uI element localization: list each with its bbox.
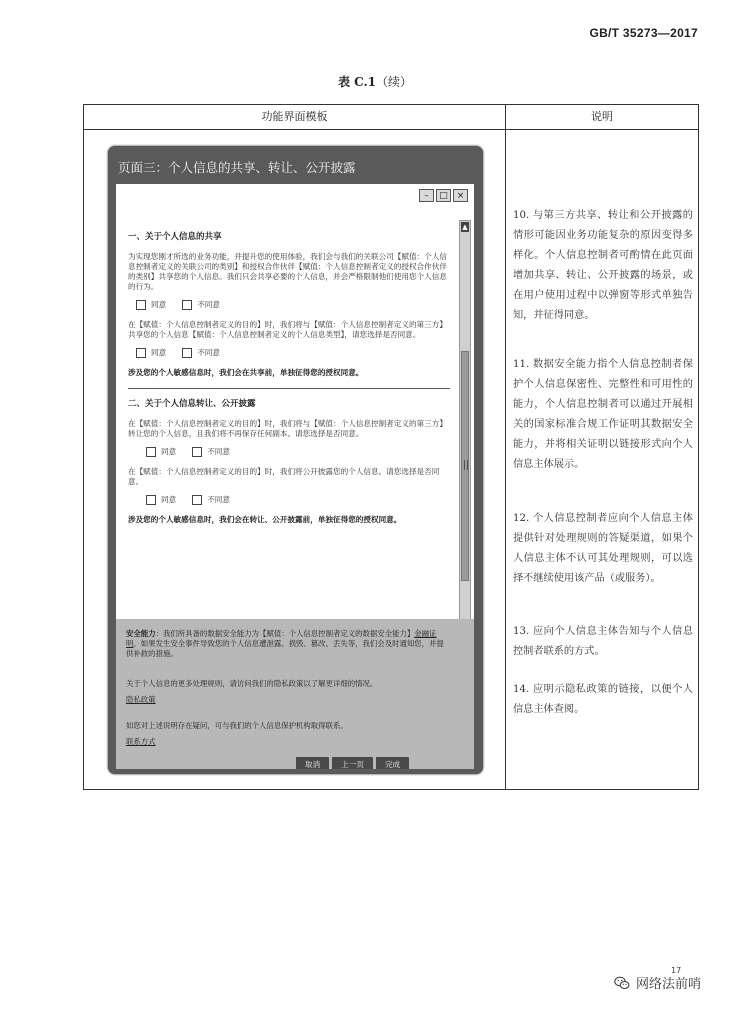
agree-checkbox[interactable] xyxy=(136,300,146,310)
disagree-checkbox[interactable] xyxy=(192,447,202,457)
col-header-explanation: 说明 xyxy=(591,110,613,123)
explanation-13: 13. 应向个人信息主体告知与个人信息控制者联系的方式。 xyxy=(513,626,693,657)
section-transfer-heading: 二、关于个人信息转让、公开披露 xyxy=(128,399,256,409)
disagree-label: 不同意 xyxy=(197,348,220,357)
agree-option[interactable] xyxy=(146,495,176,505)
dialog-content xyxy=(128,224,450,535)
table-title xyxy=(0,73,750,90)
disclosure-text: 在【赋值：个人信息控制者定义的目的】时，我们将公开披露您的个人信息。请您选择是否同意。 xyxy=(128,467,440,486)
more-rules-text: 关于个人信息的更多处理规则，请访问我们的隐私政策以了解更详细的情况。 xyxy=(126,679,378,688)
explanation-14: 14. 应明示隐私政策的链接，以便个人信息主体查阅。 xyxy=(513,684,693,715)
privacy-policy-link[interactable]: 隐私政策 xyxy=(126,695,156,704)
security-proof-link[interactable]: 金融证明 xyxy=(126,629,437,648)
dialog-footer xyxy=(116,619,474,769)
disclosure-consent-row xyxy=(146,495,450,505)
close-button[interactable]: × xyxy=(453,189,468,202)
ui-template-window xyxy=(108,146,483,774)
sharing-consent-row-2 xyxy=(136,348,450,358)
security-text: ：我们所具备的数据安全能力为【赋值：个人信息控制者定义的数据安全能力】 xyxy=(155,629,415,638)
disagree-label: 不同意 xyxy=(207,447,230,456)
disagree-option[interactable] xyxy=(182,300,220,310)
transfer-sensitive-note: 涉及您的个人敏感信息时，我们会在转让、公开披露前，单独征得您的授权同意。 xyxy=(128,515,402,524)
col-header-template: 功能界面模板 xyxy=(261,110,328,123)
agree-checkbox[interactable] xyxy=(146,447,156,457)
watermark-text: 网络法前哨 xyxy=(636,977,702,992)
disagree-option[interactable] xyxy=(192,447,230,457)
disagree-checkbox[interactable] xyxy=(182,348,192,358)
sharing-sensitive-note: 涉及您的个人敏感信息时，我们会在共享前，单独征得您的授权同意。 xyxy=(128,368,364,377)
agree-label: 同意 xyxy=(151,348,167,357)
contact-link[interactable]: 联系方式 xyxy=(126,737,156,746)
page-number: 17 xyxy=(671,966,682,975)
table-title-label: 表 C.1 xyxy=(337,75,377,89)
cancel-button[interactable]: 取消 xyxy=(296,757,329,769)
section-sharing-heading: 一、关于个人信息的共享 xyxy=(128,232,222,242)
window-controls xyxy=(419,189,468,202)
agree-label: 同意 xyxy=(161,495,177,504)
explanation-12: 12. 个人信息控制者应向个人信息主体提供针对处理规则的答疑渠道，如果个人信息主体不认可其处理规则，可以选择不继续使用该产品（或服务）。 xyxy=(513,513,693,584)
previous-page-button[interactable]: 上一页 xyxy=(332,757,373,769)
transfer-text: 在【赋值：个人信息控制者定义的目的】时，我们将与【赋值：个人信息控制者定义的第三方】转让您的个人信息，且我们将不再保存任何副本。请您选择是否同意。 xyxy=(128,419,447,438)
sharing-intro-text: 为实现您刚才所选的业务功能，并提升您的使用体验，我们会与我们的关联公司【赋值：个人信息控制者定义的关联公司的类别】和授权合作伙伴【赋值：个人信息控制者定义的授权合作伙伴的类别】共享您的个人信息。我们只会共享必要的个人信息，并会严格限制他们使用您个人信息的行为。 xyxy=(128,252,447,291)
contact-text: 如您对上述说明存在疑问，可与我们的个人信息保护机构取得联系。 xyxy=(126,721,348,730)
maximize-button[interactable]: □ xyxy=(436,189,451,202)
disagree-checkbox[interactable] xyxy=(182,300,192,310)
sharing-consent-row-1 xyxy=(136,300,450,310)
document-table xyxy=(83,104,699,790)
disagree-option[interactable] xyxy=(192,495,230,505)
done-button[interactable]: 完成 xyxy=(376,757,409,769)
disagree-label: 不同意 xyxy=(197,300,220,309)
security-capability-text xyxy=(126,629,446,659)
transfer-consent-row xyxy=(146,447,450,457)
standard-id: GB/T 35273—2017 xyxy=(589,26,698,40)
agree-option[interactable] xyxy=(136,300,166,310)
agree-option[interactable] xyxy=(146,447,176,457)
table-header-row xyxy=(84,105,698,130)
disagree-checkbox[interactable] xyxy=(192,495,202,505)
agree-checkbox[interactable] xyxy=(146,495,156,505)
security-rest: 。如果发生安全事件导致您的个人信息遭泄露、损毁、篡改、丢失等，我们会及时通知您，并提供补救的措施。 xyxy=(126,639,444,658)
sharing-third-party-text: 在【赋值：个人信息控制者定义的目的】时，我们将与【赋值：个人信息控制者定义的第三方】共享您的个人信息【赋值：个人信息控制者定义的个人信息类型】，请您选择是否同意。 xyxy=(128,320,447,339)
table-title-suffix: （续） xyxy=(376,75,413,89)
footer-buttons xyxy=(296,757,409,769)
watermark xyxy=(614,973,701,992)
wechat-icon xyxy=(614,975,630,991)
explanation-10: 10. 与第三方共享、转让和公开披露的情形可能因业务功能复杂的原因变得多样化。个人信息控制者可酌情在此页面增加共享、转让、公开披露的场景，或在用户使用过程中以弹窗等形式单独告知，并征得同意。 xyxy=(513,210,693,321)
column-divider xyxy=(505,105,506,789)
security-label: 安全能力 xyxy=(126,629,156,638)
window-title: 页面三：个人信息的共享、转让、公开披露 xyxy=(118,160,356,175)
grip-icon xyxy=(464,460,468,470)
disagree-option[interactable] xyxy=(182,348,220,358)
scroll-thumb[interactable] xyxy=(461,351,469,581)
explanation-11: 11. 数据安全能力指个人信息控制者保护个人信息保密性、完整性和可用性的能力，个人信息控制者可以通过开展相关的国家标准合规工作证明其数据安全能力，并将相关证明以链接形式向个人信息主体展示。 xyxy=(513,359,693,470)
scroll-up-icon[interactable]: ▲ xyxy=(462,223,468,231)
agree-label: 同意 xyxy=(161,447,177,456)
dialog-panel xyxy=(116,184,474,769)
section-divider xyxy=(128,388,450,389)
disagree-label: 不同意 xyxy=(207,495,230,504)
agree-label: 同意 xyxy=(151,300,167,309)
agree-checkbox[interactable] xyxy=(136,348,146,358)
agree-option[interactable] xyxy=(136,348,166,358)
minimize-button[interactable]: – xyxy=(419,189,434,202)
